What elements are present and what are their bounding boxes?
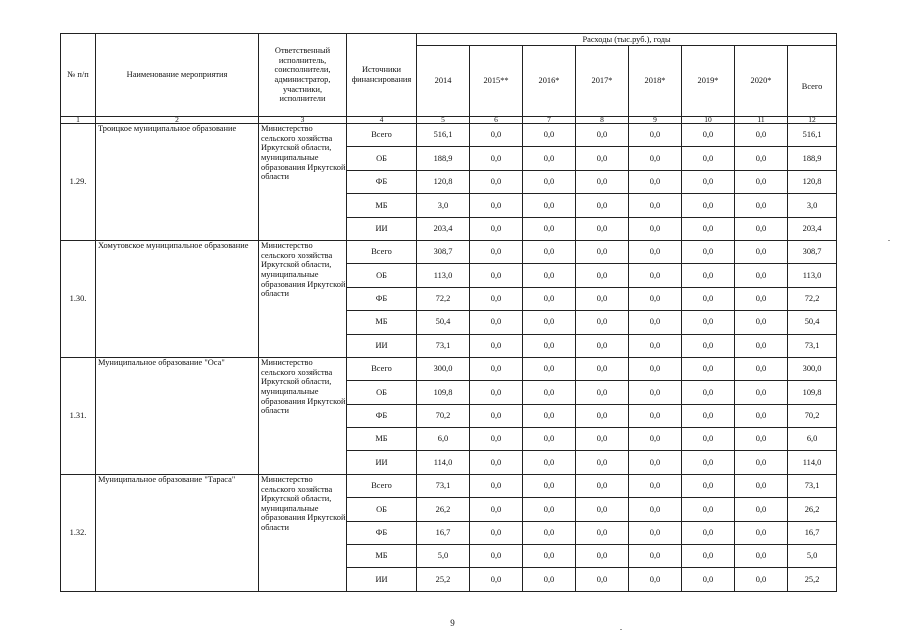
scan-speck: [888, 240, 890, 241]
year-value: 0,0: [576, 568, 629, 591]
year-value: 0,0: [629, 381, 682, 404]
year-value: 0,0: [470, 334, 523, 357]
total-header: Всего: [788, 46, 837, 117]
year-value: 0,0: [576, 240, 629, 263]
year-value: 0,0: [470, 287, 523, 310]
funding-source: ИИ: [347, 217, 417, 240]
year-value: 0,0: [576, 170, 629, 193]
funding-source: Всего: [347, 124, 417, 147]
funding-source: ФБ: [347, 521, 417, 544]
year-value: 0,0: [629, 451, 682, 474]
entry-executor: Министерство сельского хозяйства Иркутской области, муниципальные образования Иркутской области: [259, 124, 347, 241]
table-row: [61, 124, 837, 147]
year-value: 516,1: [417, 124, 470, 147]
year-header: 2014: [417, 46, 470, 117]
year-value: 0,0: [735, 311, 788, 334]
year-value: 0,0: [735, 474, 788, 497]
year-value: 0,0: [682, 404, 735, 427]
year-value: 0,0: [629, 334, 682, 357]
year-value: 0,0: [629, 240, 682, 263]
year-value: 308,7: [417, 240, 470, 263]
funding-source: ОБ: [347, 381, 417, 404]
funding-source: ОБ: [347, 147, 417, 170]
year-value: 0,0: [735, 170, 788, 193]
year-value: 0,0: [735, 545, 788, 568]
year-value: 0,0: [523, 404, 576, 427]
total-value: 203,4: [788, 217, 837, 240]
year-value: 0,0: [629, 521, 682, 544]
year-value: 0,0: [735, 568, 788, 591]
year-value: 0,0: [682, 287, 735, 310]
year-header: 2018*: [629, 46, 682, 117]
entry-name: Троицкое муниципальное образование: [96, 124, 259, 241]
column-number: 7: [523, 117, 576, 124]
funding-source: Всего: [347, 240, 417, 263]
year-value: 0,0: [735, 264, 788, 287]
year-value: 0,0: [523, 381, 576, 404]
total-value: 188,9: [788, 147, 837, 170]
total-value: 72,2: [788, 287, 837, 310]
funding-source: ФБ: [347, 287, 417, 310]
entry-executor: Министерство сельского хозяйства Иркутской области, муниципальные образования Иркутской области: [259, 474, 347, 591]
year-value: 0,0: [682, 545, 735, 568]
year-value: 0,0: [576, 404, 629, 427]
year-value: 109,8: [417, 381, 470, 404]
year-value: 0,0: [470, 311, 523, 334]
year-value: 0,0: [735, 124, 788, 147]
year-value: 0,0: [523, 147, 576, 170]
funding-source: ОБ: [347, 498, 417, 521]
year-value: 0,0: [629, 170, 682, 193]
year-value: 0,0: [523, 287, 576, 310]
funding-source: МБ: [347, 428, 417, 451]
year-value: 0,0: [576, 498, 629, 521]
year-value: 0,0: [576, 217, 629, 240]
total-value: 300,0: [788, 357, 837, 380]
column-number: 4: [347, 117, 417, 124]
year-value: 0,0: [523, 474, 576, 497]
year-header: 2020*: [735, 46, 788, 117]
year-value: 0,0: [629, 474, 682, 497]
year-value: 0,0: [576, 357, 629, 380]
table-row: [61, 240, 837, 263]
year-value: 0,0: [470, 521, 523, 544]
year-value: 0,0: [470, 404, 523, 427]
page-number: 9: [450, 618, 455, 628]
column-number: 10: [682, 117, 735, 124]
year-value: 0,0: [735, 498, 788, 521]
year-value: 0,0: [523, 334, 576, 357]
year-value: 16,7: [417, 521, 470, 544]
funding-source: Всего: [347, 474, 417, 497]
total-value: 6,0: [788, 428, 837, 451]
year-value: 25,2: [417, 568, 470, 591]
year-value: 0,0: [735, 334, 788, 357]
year-value: 0,0: [523, 498, 576, 521]
entry-number: 1.30.: [61, 240, 96, 357]
column-number: 3: [259, 117, 347, 124]
year-value: 0,0: [682, 311, 735, 334]
year-value: 0,0: [629, 404, 682, 427]
year-value: 0,0: [523, 521, 576, 544]
year-value: 0,0: [735, 521, 788, 544]
year-value: 0,0: [735, 404, 788, 427]
year-header: 2019*: [682, 46, 735, 117]
funding-source: МБ: [347, 194, 417, 217]
funding-source: ИИ: [347, 451, 417, 474]
year-value: 0,0: [682, 521, 735, 544]
column-number: 5: [417, 117, 470, 124]
year-value: 0,0: [682, 217, 735, 240]
year-value: 0,0: [682, 264, 735, 287]
year-value: 0,0: [576, 147, 629, 170]
table-row: [61, 474, 837, 497]
year-value: 0,0: [682, 381, 735, 404]
year-value: 0,0: [682, 357, 735, 380]
total-value: 25,2: [788, 568, 837, 591]
year-value: 0,0: [576, 381, 629, 404]
year-value: 0,0: [682, 474, 735, 497]
year-value: 0,0: [682, 334, 735, 357]
year-value: 0,0: [470, 498, 523, 521]
total-value: 308,7: [788, 240, 837, 263]
year-value: 0,0: [629, 545, 682, 568]
col-sources-header: Источники финансирования: [347, 34, 417, 117]
year-value: 0,0: [629, 264, 682, 287]
year-value: 0,0: [735, 451, 788, 474]
column-number: 12: [788, 117, 837, 124]
year-value: 0,0: [470, 240, 523, 263]
year-header: 2016*: [523, 46, 576, 117]
column-number: 1: [61, 117, 96, 124]
year-value: 0,0: [576, 545, 629, 568]
year-value: 0,0: [682, 147, 735, 170]
column-number: 9: [629, 117, 682, 124]
year-value: 0,0: [735, 357, 788, 380]
year-value: 0,0: [470, 545, 523, 568]
funding-source: Всего: [347, 357, 417, 380]
total-value: 113,0: [788, 264, 837, 287]
year-value: 0,0: [682, 124, 735, 147]
entry-name: Хомутовское муниципальное образование: [96, 240, 259, 357]
year-value: 0,0: [523, 264, 576, 287]
scan-speck: [620, 629, 622, 630]
year-value: 0,0: [735, 428, 788, 451]
year-value: 0,0: [735, 240, 788, 263]
column-number: 11: [735, 117, 788, 124]
entry-name: Муниципальное образование "Тараса": [96, 474, 259, 591]
year-value: 0,0: [629, 287, 682, 310]
year-value: 0,0: [523, 545, 576, 568]
total-value: 26,2: [788, 498, 837, 521]
funding-source: ОБ: [347, 264, 417, 287]
year-value: 0,0: [735, 147, 788, 170]
column-number: 6: [470, 117, 523, 124]
year-value: 113,0: [417, 264, 470, 287]
table-row: [61, 357, 837, 380]
funding-source: ИИ: [347, 568, 417, 591]
year-value: 0,0: [523, 194, 576, 217]
total-value: 3,0: [788, 194, 837, 217]
year-value: 0,0: [629, 194, 682, 217]
funding-source: ФБ: [347, 170, 417, 193]
entry-name: Муниципальное образование "Оса": [96, 357, 259, 474]
year-value: 0,0: [470, 147, 523, 170]
year-value: 70,2: [417, 404, 470, 427]
total-value: 5,0: [788, 545, 837, 568]
year-value: 0,0: [523, 428, 576, 451]
year-value: 0,0: [523, 170, 576, 193]
year-value: 0,0: [523, 124, 576, 147]
year-value: 0,0: [470, 451, 523, 474]
year-value: 0,0: [470, 357, 523, 380]
total-value: 50,4: [788, 311, 837, 334]
year-value: 0,0: [629, 568, 682, 591]
year-value: 6,0: [417, 428, 470, 451]
year-value: 0,0: [470, 170, 523, 193]
year-value: 0,0: [523, 217, 576, 240]
year-value: 0,0: [735, 194, 788, 217]
year-value: 0,0: [735, 217, 788, 240]
year-header: 2015**: [470, 46, 523, 117]
entry-executor: Министерство сельского хозяйства Иркутской области, муниципальные образования Иркутской области: [259, 357, 347, 474]
year-value: 0,0: [629, 498, 682, 521]
year-value: 188,9: [417, 147, 470, 170]
year-value: 0,0: [576, 521, 629, 544]
year-value: 3,0: [417, 194, 470, 217]
year-value: 300,0: [417, 357, 470, 380]
year-value: 0,0: [576, 334, 629, 357]
year-value: 0,0: [576, 194, 629, 217]
year-value: 0,0: [576, 428, 629, 451]
year-value: 0,0: [576, 474, 629, 497]
entry-number: 1.32.: [61, 474, 96, 591]
year-value: 0,0: [470, 264, 523, 287]
year-value: 0,0: [523, 240, 576, 263]
year-value: 0,0: [576, 311, 629, 334]
year-value: 0,0: [682, 194, 735, 217]
year-value: 0,0: [629, 357, 682, 380]
year-value: 0,0: [576, 264, 629, 287]
total-value: 114,0: [788, 451, 837, 474]
year-value: 0,0: [523, 357, 576, 380]
year-value: 0,0: [682, 428, 735, 451]
year-value: 0,0: [523, 311, 576, 334]
total-value: 516,1: [788, 124, 837, 147]
year-value: 0,0: [470, 568, 523, 591]
total-value: 73,1: [788, 334, 837, 357]
funding-source: ФБ: [347, 404, 417, 427]
year-value: 0,0: [629, 311, 682, 334]
year-value: 0,0: [523, 568, 576, 591]
year-value: 0,0: [735, 381, 788, 404]
year-value: 114,0: [417, 451, 470, 474]
entry-number: 1.29.: [61, 124, 96, 241]
total-value: 73,1: [788, 474, 837, 497]
column-number: 8: [576, 117, 629, 124]
year-value: 0,0: [682, 498, 735, 521]
col-expenses-header: Расходы (тыс.руб.), годы: [417, 34, 837, 46]
year-value: 5,0: [417, 545, 470, 568]
total-value: 109,8: [788, 381, 837, 404]
column-number: 2: [96, 117, 259, 124]
year-value: 120,8: [417, 170, 470, 193]
total-value: 16,7: [788, 521, 837, 544]
column-number-row: [61, 117, 837, 124]
year-value: 0,0: [576, 451, 629, 474]
year-value: 0,0: [629, 428, 682, 451]
total-value: 120,8: [788, 170, 837, 193]
year-value: 0,0: [470, 474, 523, 497]
year-value: 203,4: [417, 217, 470, 240]
year-value: 0,0: [470, 428, 523, 451]
funding-source: ИИ: [347, 334, 417, 357]
year-header: 2017*: [576, 46, 629, 117]
year-value: 0,0: [682, 568, 735, 591]
year-value: 0,0: [629, 124, 682, 147]
year-value: 73,1: [417, 334, 470, 357]
year-value: 0,0: [735, 287, 788, 310]
col-name-header: Наименование мероприятия: [96, 34, 259, 117]
year-value: 0,0: [576, 287, 629, 310]
year-value: 0,0: [470, 217, 523, 240]
year-value: 50,4: [417, 311, 470, 334]
year-value: 26,2: [417, 498, 470, 521]
year-value: 0,0: [523, 451, 576, 474]
col-num-header: № п/п: [61, 34, 96, 117]
funding-source: МБ: [347, 545, 417, 568]
budget-table: [60, 33, 837, 592]
year-value: 0,0: [682, 240, 735, 263]
year-value: 0,0: [629, 217, 682, 240]
year-value: 0,0: [470, 194, 523, 217]
year-value: 0,0: [682, 451, 735, 474]
year-value: 73,1: [417, 474, 470, 497]
year-value: 0,0: [629, 147, 682, 170]
entry-number: 1.31.: [61, 357, 96, 474]
total-value: 70,2: [788, 404, 837, 427]
year-value: 0,0: [682, 170, 735, 193]
year-value: 0,0: [576, 124, 629, 147]
year-value: 0,0: [470, 124, 523, 147]
year-value: 0,0: [470, 381, 523, 404]
entry-executor: Министерство сельского хозяйства Иркутской области, муниципальные образования Иркутской области: [259, 240, 347, 357]
funding-source: МБ: [347, 311, 417, 334]
year-value: 72,2: [417, 287, 470, 310]
col-executor-header: Ответственный исполнитель, соисполнители, администратор, участники, исполнители: [259, 34, 347, 117]
